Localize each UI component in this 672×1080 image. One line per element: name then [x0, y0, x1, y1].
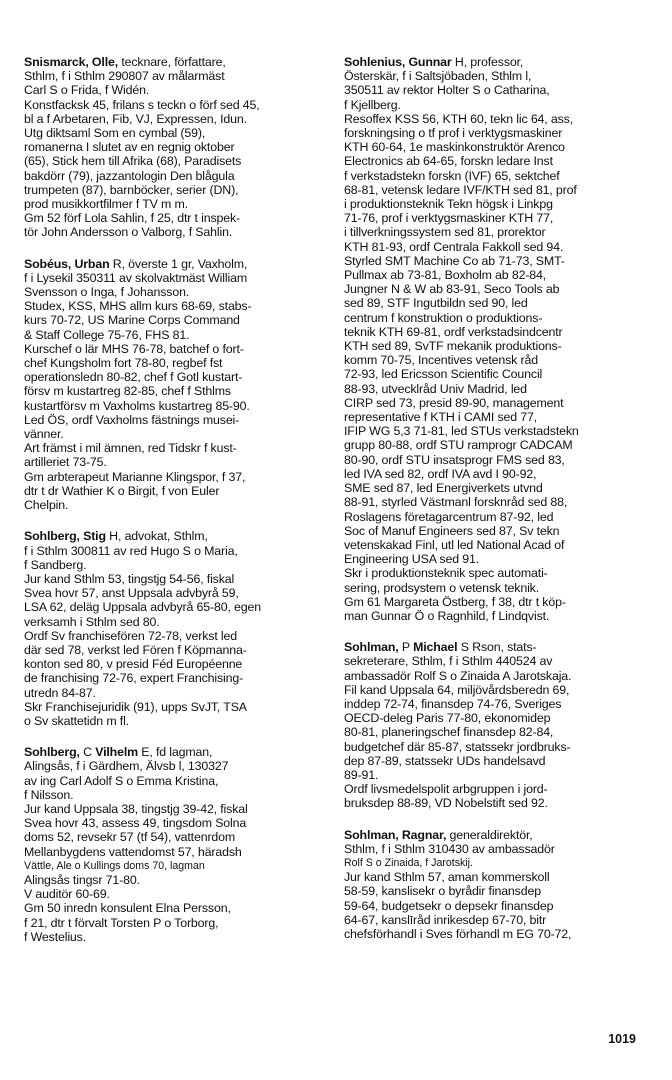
entry-line: försv m kustartreg 82-85, chef f Sthlms [24, 384, 231, 399]
entry-line: sekreterare, Sthlm, f i Sthlm 440524 av [344, 654, 553, 669]
entry-line: o Sv skattetidn m fl. [24, 713, 129, 728]
entry-line: där sed 78, verkst led Fören f Köpmanna- [24, 642, 247, 657]
entry-line: KTH 60-64, 1e maskinkonstruktör Arenco [344, 140, 565, 155]
entry-line: inddep 72-74, finansdep 74-76, Sveriges [344, 696, 562, 711]
entry-line: Rolf S o Zinaida, f Jarotskij. [344, 856, 473, 869]
entry-line: bl a f Arbetaren, Fib, VJ, Expressen, Idun. [24, 111, 247, 126]
entry-line: Soc of Manuf Engineers sed 87, Sv tekn [344, 523, 560, 538]
entry-heading [24, 257, 324, 271]
entry-heading-text: P [398, 640, 414, 655]
entry-line: dep 87-89, statssekr UDs handelsavd [344, 753, 546, 768]
entry-heading-text: tecknare, författare, [118, 55, 226, 69]
entry-line: IFIP WG 5,3 71-81, led STUs verkstadstekn [344, 424, 579, 439]
entry-line: Vättle, Ale o Kullings doms 70, lagman [24, 859, 205, 872]
entry-line: f i Sthlm 300811 av red Hugo S o Maria, [24, 543, 238, 558]
entry-line: sering, prodsystem o vetensk teknik. [344, 580, 540, 595]
entry-line: led IVA sed 82, ordf IVA avd I 90-92, [344, 466, 537, 481]
entry-heading-text: H, advokat, Sthlm, [105, 529, 208, 544]
entry-line: kustartförsv m Vaxholms kustartreg 85-90. [24, 398, 250, 413]
entry-line: Skr i produktionsteknik spec automati- [344, 566, 548, 581]
entry-line: Utg diktsaml Som en cymbal (59), [24, 126, 206, 141]
entry-line: operationsledn 80-82, chef f Gotl kustart- [24, 370, 243, 385]
entry-line: doms 52, revsekr 57 (tf 54), vattenrdom [24, 830, 236, 845]
entry-line: verksamh i Sthlm sed 80. [24, 614, 160, 629]
entry-line: 72-93, led Ericsson Scientific Council [344, 367, 543, 382]
entry-line: OECD-deleg Paris 77-80, ekonomidep [344, 711, 551, 726]
entry-line: Electronics ab 64-65, forskn ledare Inst [344, 154, 553, 169]
entry-line: Kurschef o lär MHS 76-78, batchef o fort- [24, 341, 244, 356]
entry-heading [24, 529, 324, 543]
entry-heading [24, 55, 324, 69]
entry-line: 59-64, budgetsekr o depsekr finansdep [344, 898, 554, 913]
entry-line: Skr Franchisejuridik (91), upps SvJT, TSA [24, 699, 247, 714]
entry-line: de franchising 72-76, expert Franchising- [24, 671, 244, 686]
entry-line: 80-90, ordf STU insatsprogr FMS sed 83, [344, 452, 565, 467]
entry-line: Gm 61 Margareta Östberg, f 38, dtr t köp- [344, 594, 566, 609]
entry-line: grupp 80-88, ordf STU ramprogr CADCAM [344, 438, 573, 453]
entry-line: bakdörr (79), jazzantologin Den blågula [24, 168, 235, 183]
entry-name: Sobéus, Urban [24, 256, 110, 271]
entry-line: f 21, dtr t förvalt Torsten P o Torborg, [24, 915, 219, 930]
entry-line: Pullmax ab 73-81, Boxholm ab 82-84, [344, 268, 547, 283]
entry-line: Österskär, f i Saltsjöbaden, Sthlm l, [344, 69, 532, 84]
entry-line: tör John Andersson o Valborg, f Sahlin. [24, 225, 233, 240]
entry-line: centrum f konstruktion o produktions- [344, 310, 543, 325]
entry-line: Ordf livsmedelspolit arbgruppen i jord- [344, 782, 548, 797]
entry-given-name: Vilhelm [95, 745, 138, 760]
entry-given-name: Michael [413, 640, 458, 655]
entry-heading-text: S Rson, stats- [457, 640, 537, 655]
entry-line: SME sed 87, led Energiverkets utvnd [344, 481, 543, 496]
entry-line: Gm 50 inredn konsulent Elna Persson, [24, 901, 231, 916]
entry-line: Resoffex KSS 56, KTH 60, tekn lic 64, ass, [344, 111, 574, 126]
left-column [24, 55, 324, 961]
entry-line: LSA 62, deläg Uppsala advbyrå 65-80, egen [24, 600, 262, 615]
entry-line: trumpeten (87), barnböcker, serier (DN), [24, 182, 239, 197]
entry-heading-text: generaldirektör, [446, 827, 533, 842]
entry-line: Svensson o Inga, f Johansson. [24, 285, 190, 300]
entry-line: Mellanbygdens vattendomst 57, häradsh [24, 844, 242, 859]
entry-heading-text: H, professor, [451, 55, 524, 69]
entry-line: 89-91. [344, 767, 379, 782]
entry-heading-text: C [79, 745, 96, 760]
entry-name: Sohlman, Ragnar, [344, 827, 447, 842]
entry-line: komm 70-75, Incentives vetensk råd [344, 353, 538, 368]
entry-line: f verkstadstekn forskn (IVF) 65, sektchef [344, 168, 560, 183]
entry-line: ambassadör Rolf S o Zinaida A Jarotskaja. [344, 668, 572, 683]
entry-line: kurs 70-72, US Marine Corps Command [24, 313, 240, 328]
entry-line: man Gunnar Ö o Ragnhild, f Lindqvist. [344, 608, 550, 623]
biography-entry [344, 55, 650, 623]
entry-line: 64-67, kanslīråd inrikesdep 67-70, bitr [344, 912, 547, 927]
entry-line: Jur kand Sthlm 53, tingstjg 54-56, fiskal [24, 571, 235, 586]
entry-heading [24, 745, 324, 759]
entry-name: Sohlman, [344, 640, 399, 655]
biography-entry [24, 257, 324, 513]
entry-line: Alingsås tingsr 71-80. [24, 872, 140, 887]
entry-line: Fil kand Uppsala 64, miljövårdsberedn 69, [344, 682, 570, 697]
entry-line: Engineering USA sed 91. [344, 552, 480, 567]
entry-line: artilleriet 73-75. [24, 455, 107, 470]
entry-line: f i Lysekil 350311 av skolvaktmäst William [24, 270, 248, 285]
entry-name: Snismarck, Olle, [24, 55, 119, 69]
entry-line: av ing Carl Adolf S o Emma Kristina, [24, 773, 219, 788]
entry-heading [344, 640, 650, 654]
entry-line: i tillverkningssystem sed 81, prorektor [344, 225, 546, 240]
entry-line: f Westelius. [24, 929, 87, 944]
entry-line: 350511 av rektor Holter S o Catharina, [344, 83, 550, 98]
entry-line: 88-93, utvecklråd Univ Madrid, led [344, 381, 527, 396]
entry-name: Sohlberg, [24, 745, 80, 760]
entry-line: prod musikkortfilmer f TV m m. [24, 197, 188, 212]
entry-line: 68-81, vetensk ledare IVF/KTH sed 81, prof [344, 182, 577, 197]
entry-line: f Nilsson. [24, 787, 74, 802]
entry-line: Konstfacksk 45, frilans s teckn o förf sed 45, [24, 97, 260, 112]
entry-name: Sohlberg, Stig [24, 529, 106, 544]
entry-line: Carl S o Frida, f Widén. [24, 83, 150, 98]
entry-line: Led ÖS, ordf Vaxholms fästnings musei- [24, 412, 240, 427]
entry-heading-text: E, fd lagman, [137, 745, 213, 760]
entry-line: konton sed 80, v presid Féd Européenne [24, 657, 243, 672]
entry-line: utredn 84-87. [24, 685, 96, 700]
entry-line: vänner. [24, 427, 64, 442]
biography-entry [24, 55, 324, 240]
entry-heading-text: R, överste 1 gr, Vaxholm, [109, 256, 248, 271]
entry-line: sed 89, STF Ingutbildn sed 90, led [344, 296, 528, 311]
entry-line: Sthlm, f i Sthlm 290807 av målarmäst [24, 69, 225, 84]
entry-line: Studex, KSS, MHS allm kurs 68-69, stabs- [24, 299, 252, 314]
entry-heading [344, 828, 650, 842]
entry-line: Roslagens företagarcentrum 87-92, led [344, 509, 554, 524]
entry-line: Ordf Sv franchisefören 72-78, verkst led [24, 628, 238, 643]
biography-entry [24, 529, 324, 728]
entry-line: Jur kand Sthlm 57, aman kommerskoll [344, 870, 550, 885]
entry-line: budgetchef där 85-87, statssekr jordbruks- [344, 739, 571, 754]
page-number: 1019 [608, 1032, 636, 1046]
biography-entry [24, 745, 324, 944]
entry-line: f Sandberg. [24, 557, 87, 572]
entry-line: 80-81, planeringschef finansdep 82-84, [344, 725, 554, 740]
entry-line: 88-91, styrled Västmanl forsknråd sed 88, [344, 495, 568, 510]
entry-line: & Staff College 75-76, FHS 81. [24, 327, 190, 342]
entry-line: Gm 52 förf Lola Sahlin, f 25, dtr t inspek- [24, 211, 241, 226]
biography-entry [344, 828, 650, 942]
entry-line: Art främst i mil ämnen, red Tidskr f kust- [24, 441, 237, 456]
entry-line: Gm arbterapeut Marianne Klingspor, f 37, [24, 469, 246, 484]
entry-line: bruksdep 88-89, VD Nobelstift sed 92. [344, 796, 548, 811]
entry-line: chefsförhandl i Sves förhandl m EG 70-72, [344, 926, 572, 941]
entry-line: dtr t dr Wathier K o Birgit, f von Euler [24, 483, 220, 498]
entry-line: Sthlm, f i Sthlm 310430 av ambassadör [344, 841, 555, 856]
right-column [344, 55, 650, 958]
entry-line: Jur kand Uppsala 38, tingstjg 39-42, fiskal [24, 801, 248, 816]
entry-line: CIRP sed 73, presid 89-90, management [344, 395, 564, 410]
entry-name: Sohlenius, Gunnar [344, 55, 452, 69]
entry-line: Jungner N & W ab 83-91, Seco Tools ab [344, 282, 560, 297]
entry-line: chef Kungsholm fort 78-80, regbef fst [24, 356, 223, 371]
entry-line: i produktionsteknik Tekn högsk i Linkpg [344, 197, 553, 212]
entry-line: Svea hovr 43, assess 49, tingsdom Solna [24, 816, 247, 831]
entry-line: 71-76, prof i verktygsmaskiner KTH 77, [344, 211, 554, 226]
entry-line: representative f KTH i CAMI sed 77, [344, 410, 538, 425]
entry-line: 58-59, kanslisekr o byrådir finansdep [344, 884, 541, 899]
entry-line: V auditör 60-69. [24, 887, 110, 902]
entry-line: vetenskakad Finl, utl led National Acad of [344, 537, 565, 552]
entry-heading [344, 55, 650, 69]
entry-line: Styrled SMT Machine Co ab 71-73, SMT- [344, 253, 565, 268]
entry-line: forskningsing o tf prof i verktygsmaskiner [344, 126, 563, 141]
entry-line: romanerna I slutet av en regnig oktober [24, 140, 235, 155]
entry-line: f Kjellberg. [344, 97, 401, 112]
biography-entry [344, 640, 650, 810]
entry-line: (65), Stick hem till Afrika (68), Paradisets [24, 154, 242, 169]
entry-line: Svea hovr 57, anst Uppsala advbyrå 59, [24, 586, 239, 601]
entry-line: KTH 81-93, ordf Centrala Fakkoll sed 94. [344, 239, 564, 254]
entry-line: KTH sed 89, SvTF mekanik produktions- [344, 339, 562, 354]
entry-line: Alingsås, f i Gärdhem, Älvsb l, 130327 [24, 759, 229, 774]
entry-line: teknik KTH 69-81, ordf verkstadsindcentr [344, 324, 563, 339]
entry-line: Chelpin. [24, 498, 69, 513]
